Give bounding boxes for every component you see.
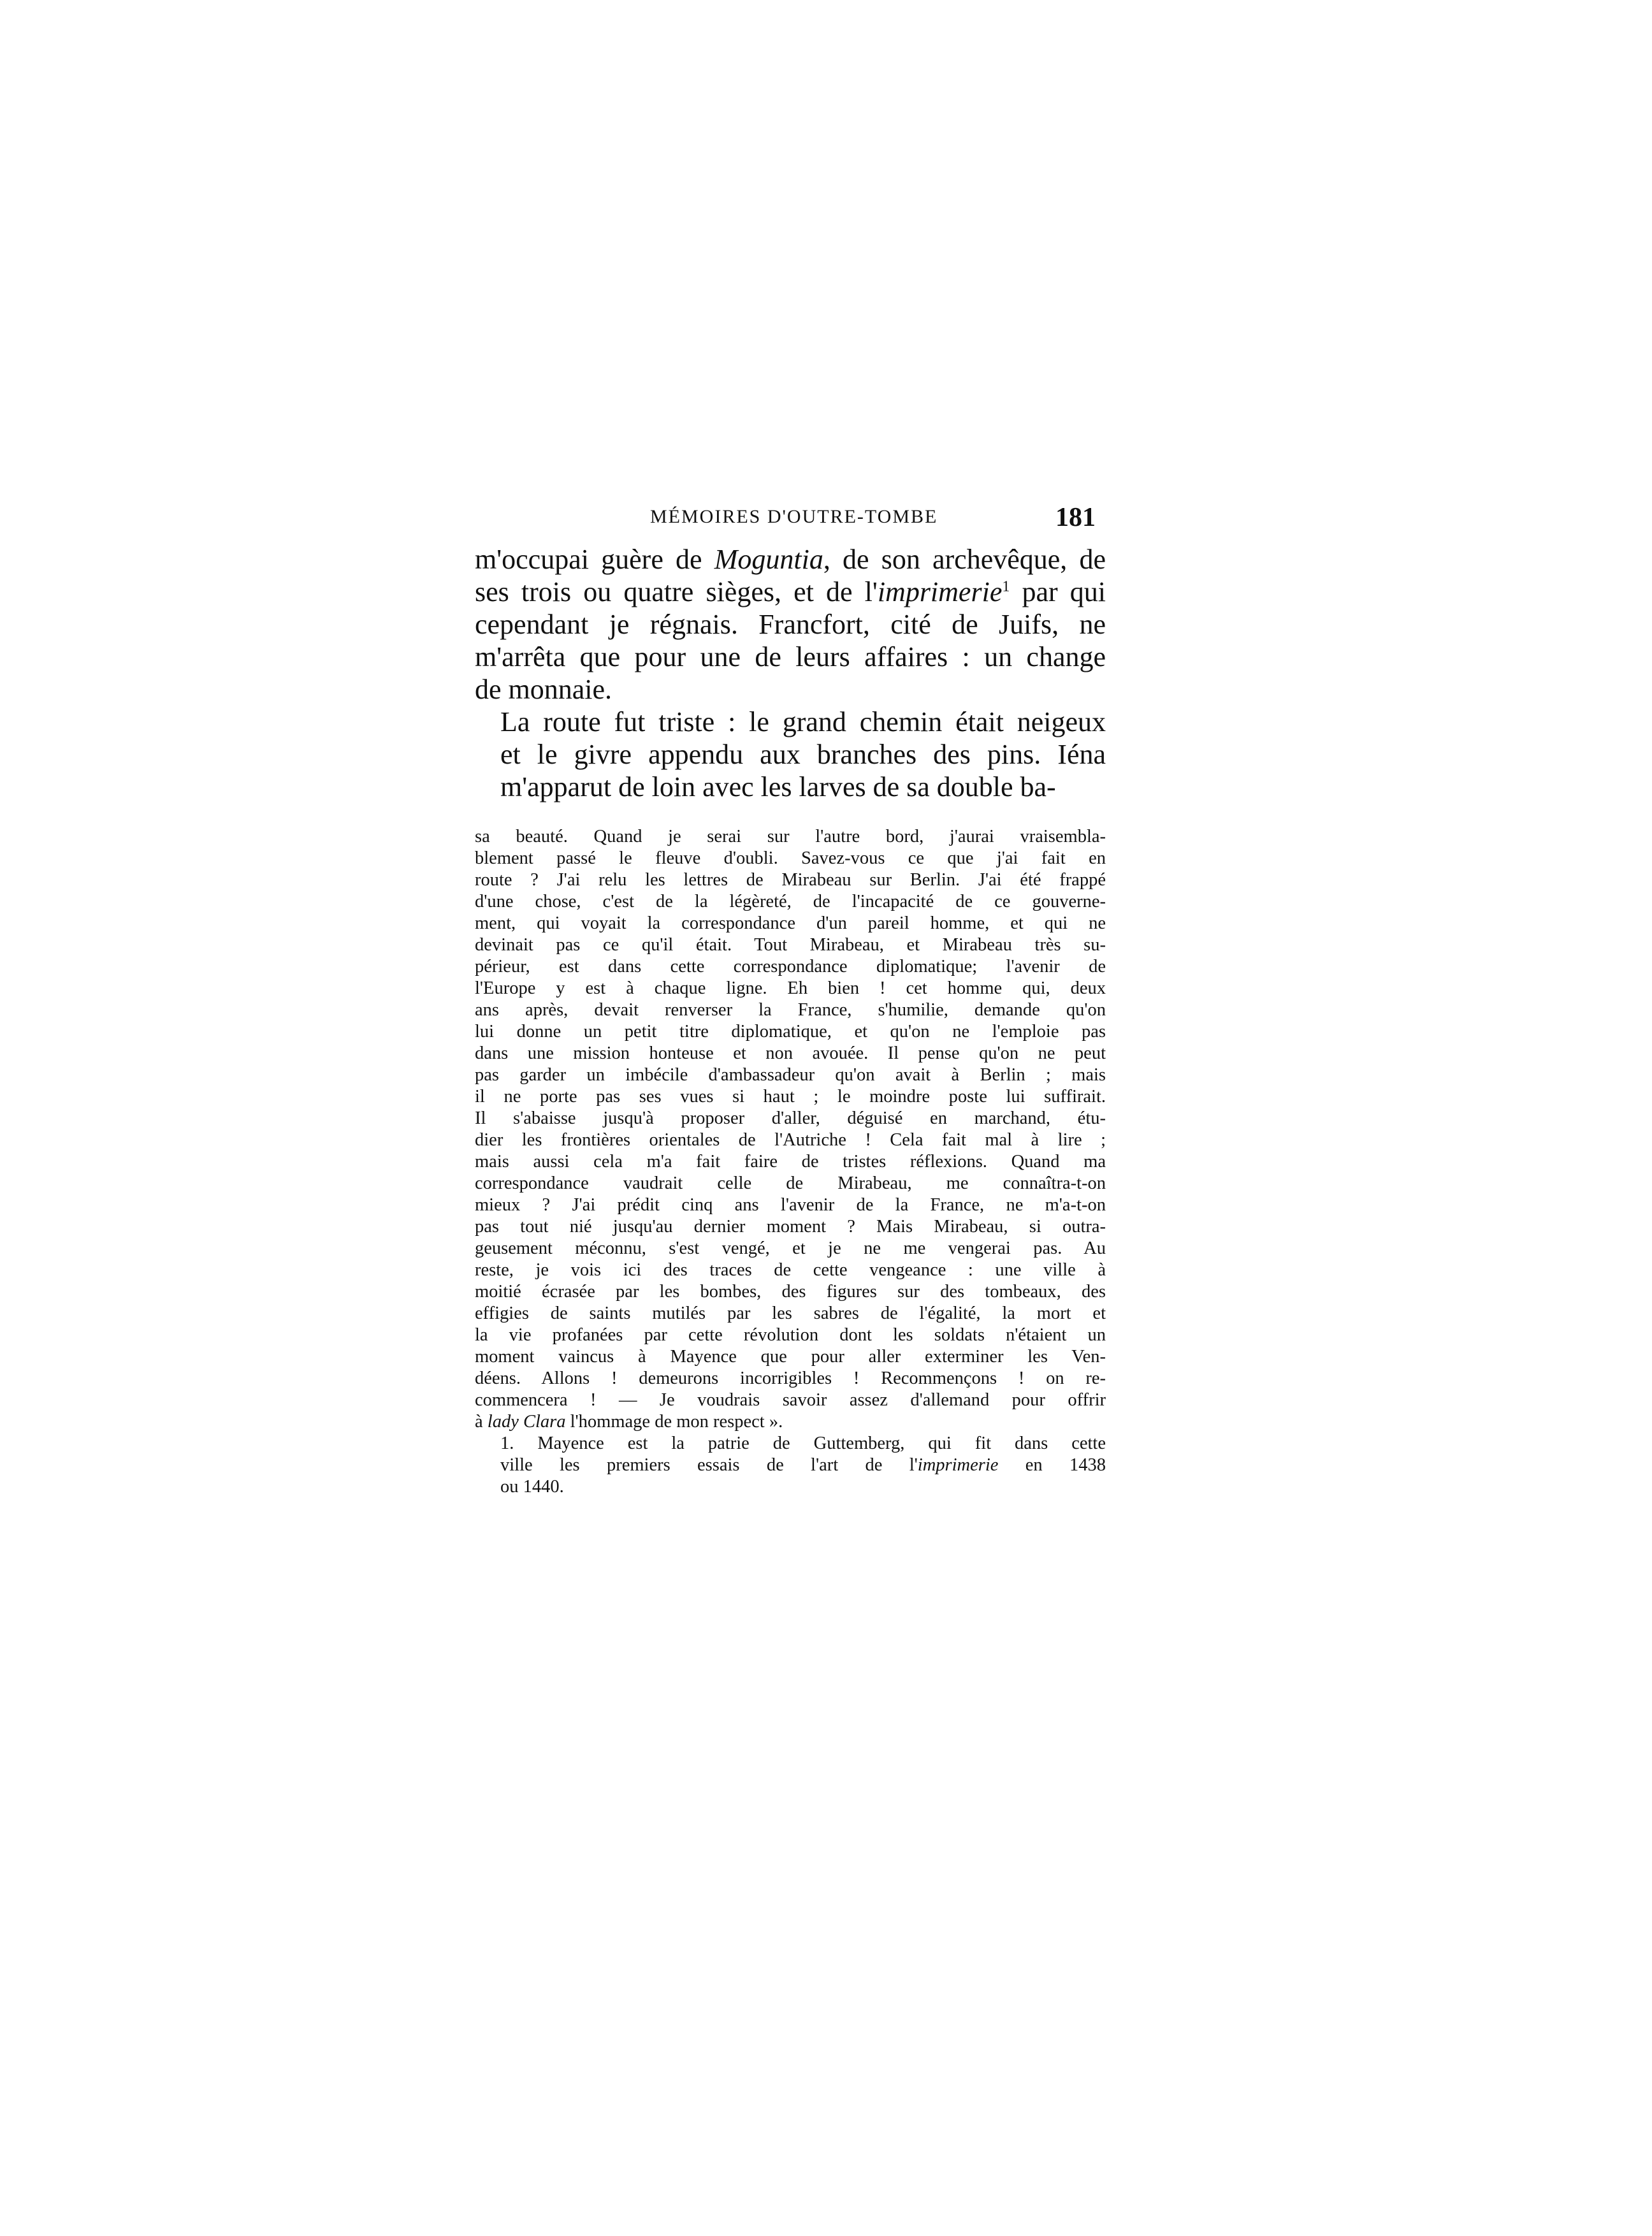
footnote-continued xyxy=(475,826,1106,1433)
text-line: l'Europe y est à chaque ligne. Eh bien ! cet homme qui, deux xyxy=(475,978,1106,998)
text-line: correspondance vaudrait celle de Mirabeau, me connaîtra-t-on xyxy=(475,1173,1106,1193)
text-line: moment vaincus à Mayence que pour aller exterminer les Ven- xyxy=(475,1347,1106,1367)
text-line: La route fut triste : le grand chemin était neigeux xyxy=(500,706,1106,737)
text-line: et le givre appendu aux branches des pins. Iéna xyxy=(500,739,1106,770)
running-title: MÉMOIRES D'OUTRE-TOMBE xyxy=(650,506,938,527)
text-line: devinait pas ce qu'il était. Tout Mirabeau, et Mirabeau très su- xyxy=(475,935,1106,955)
italic-text: imprimerie xyxy=(917,1455,999,1475)
text-line: déens. Allons ! demeurons incorrigibles ! Recommençons ! on re- xyxy=(475,1368,1106,1388)
text-line: moitié écrasée par les bombes, des figures sur des tombeaux, des xyxy=(475,1282,1106,1302)
running-head xyxy=(475,502,1106,535)
italic-text: lady Clara xyxy=(487,1412,566,1432)
text-line: ment, qui voyait la correspondance d'un pareil homme, et qui ne xyxy=(475,913,1106,933)
text-line: ou 1440. xyxy=(500,1477,564,1497)
paragraph xyxy=(475,706,1106,803)
text-line: reste, je vois ici des traces de cette vengeance : une ville à xyxy=(475,1260,1106,1280)
footnote-1 xyxy=(475,1433,1106,1498)
text-line: pas tout nié jusqu'au dernier moment ? Mais Mirabeau, si outra- xyxy=(475,1217,1106,1237)
text-line: m'apparut de loin avec les larves de sa double ba- xyxy=(500,771,1056,802)
text-line: de monnaie. xyxy=(475,674,612,705)
footnote-marker: 1 xyxy=(1002,578,1010,595)
italic-text: imprimerie xyxy=(877,576,1003,607)
text-line: m'occupai guère de Moguntia, de son archevêque, de xyxy=(475,544,1106,575)
text-line: sa beauté. Quand je serai sur l'autre bord, j'aurai vraisembla- xyxy=(475,827,1106,846)
text-line: dier les frontières orientales de l'Autriche ! Cela fait mal à lire ; xyxy=(475,1130,1106,1150)
text-line: ville les premiers essais de l'art de l'imprimerie en 1438 xyxy=(500,1455,1106,1475)
text-line: 1. Mayence est la patrie de Guttemberg, qui fit dans cette xyxy=(500,1434,1106,1453)
text-line: ans après, devait renverser la France, s'humilie, demande qu'on xyxy=(475,1000,1106,1020)
footnotes xyxy=(475,826,1106,1498)
text-line: geusement méconnu, s'est vengé, et je ne me vengerai pas. Au xyxy=(475,1238,1106,1258)
text-line: périeur, est dans cette correspondance diplomatique; l'avenir de xyxy=(475,957,1106,976)
italic-text: Moguntia xyxy=(714,544,823,575)
text-line: mieux ? J'ai prédit cinq ans l'avenir de la France, ne m'a-t-on xyxy=(475,1195,1106,1215)
text-line: route ? J'ai relu les lettres de Mirabeau sur Berlin. J'ai été frappé xyxy=(475,870,1106,890)
text-line: effigies de saints mutilés par les sabres de l'égalité, la mort et xyxy=(475,1303,1106,1323)
paragraph xyxy=(475,543,1106,706)
text-line: commencera ! — Je voudrais savoir assez d'allemand pour offrir xyxy=(475,1390,1106,1410)
text-line: d'une chose, c'est de la légèreté, de l'incapacité de ce gouverne- xyxy=(475,892,1106,911)
text-line: la vie profanées par cette révolution dont les soldats n'étaient un xyxy=(475,1325,1106,1345)
text-line: il ne porte pas ses vues si haut ; le moindre poste lui suffirait. xyxy=(475,1087,1106,1107)
text-line: lui donne un petit titre diplomatique, et qu'on ne l'emploie pas xyxy=(475,1022,1106,1042)
page-number: 181 xyxy=(1055,503,1096,532)
text-line: pas garder un imbécile d'ambassadeur qu'on avait à Berlin ; mais xyxy=(475,1065,1106,1085)
text-line: m'arrêta que pour une de leurs affaires : un change xyxy=(475,641,1106,672)
text-line: mais aussi cela m'a fait faire de tristes réflexions. Quand ma xyxy=(475,1152,1106,1172)
text-line: Il s'abaisse jusqu'à proposer d'aller, déguisé en marchand, étu- xyxy=(475,1108,1106,1128)
text-line: dans une mission honteuse et non avouée. Il pense qu'on ne peut xyxy=(475,1043,1106,1063)
text-line: à lady Clara l'hommage de mon respect ». xyxy=(475,1412,783,1432)
text-line: ses trois ou quatre sièges, et de l'imprimerie$^1$ par qui xyxy=(475,576,1106,607)
main-text xyxy=(475,543,1106,803)
text-line: cependant je régnais. Francfort, cité de Juifs, ne xyxy=(475,609,1106,640)
text-line: blement passé le fleuve d'oubli. Savez-vous ce que j'ai fait en xyxy=(475,848,1106,868)
